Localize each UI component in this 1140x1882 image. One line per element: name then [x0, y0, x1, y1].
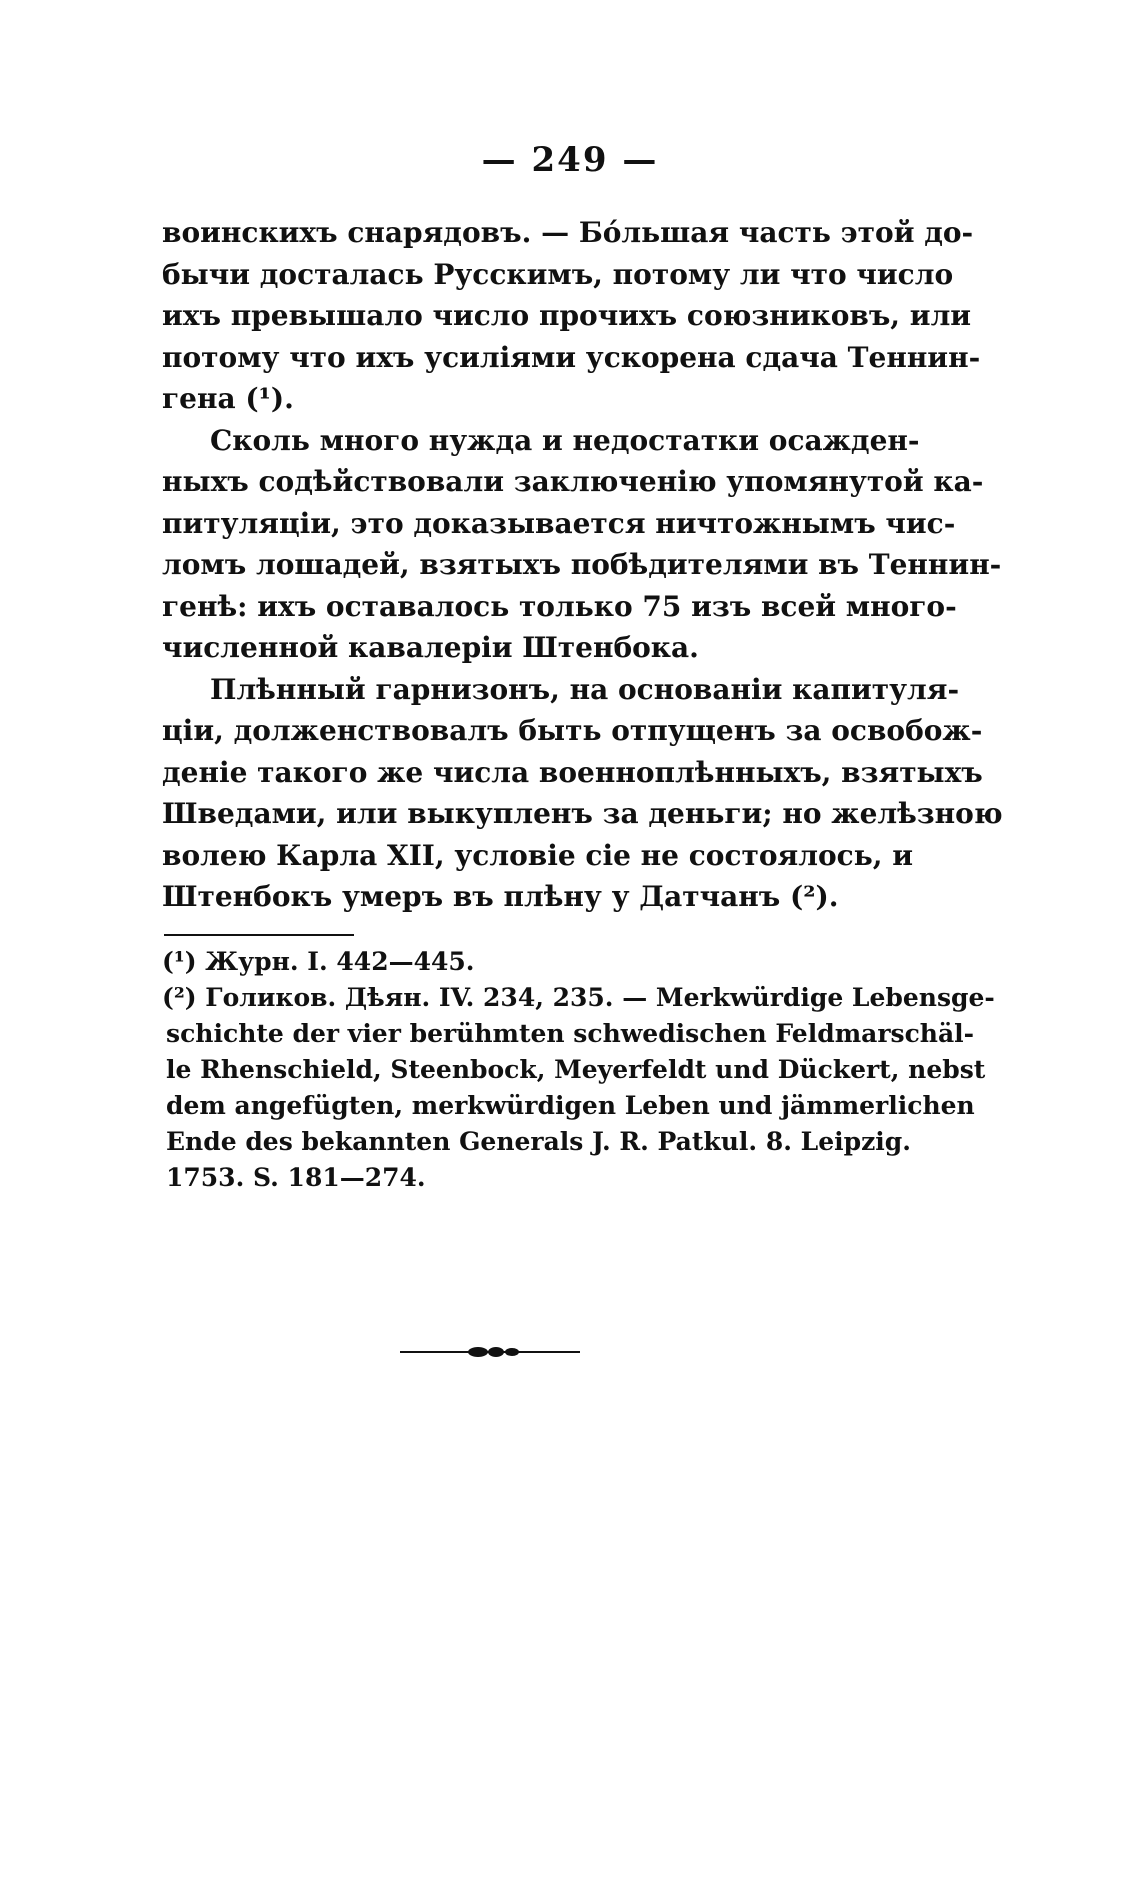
- footnote-line: (¹) Журн. I. 442—445.: [162, 947, 475, 976]
- body-line: Сколь много нужда и недостатки осажден-: [210, 423, 920, 457]
- body-line: ломъ лошадей, взятыхъ побѣдителями въ Теннин-: [162, 548, 1002, 581]
- footnote-line: le Rhenschield, Steenbock, Meyerfeldt und Dückert, nebst: [166, 1055, 986, 1084]
- body-line: деніе такого же числа военноплѣнныхъ, взятыхъ: [162, 755, 983, 789]
- footnote-line: 1753. S. 181—274.: [166, 1163, 426, 1192]
- body-line: ціи, долженствовалъ быть отпущенъ за освобож-: [162, 714, 983, 747]
- body-line: потому что ихъ усиліями ускорена сдача Теннин-: [162, 340, 981, 374]
- footnote-line: dem angefügten, merkwürdigen Leben und jämmerlichen: [166, 1091, 975, 1120]
- body-line: бычи досталась Русскимъ, потому ли что число: [162, 257, 954, 291]
- end-ornament-icon: [400, 1342, 580, 1362]
- footnote-line: Ende des bekannten Generals J. R. Patkul. 8. Leipzig.: [166, 1127, 911, 1156]
- footnote-rule: [164, 934, 354, 936]
- footnote-line: schichte der vier berühmten schwedischen Feldmarschäl-: [166, 1019, 975, 1048]
- body-line: ихъ превышало число прочихъ союзниковъ, или: [162, 299, 972, 332]
- body-text: [162, 212, 1003, 918]
- body-line: Шведами, или выкупленъ за деньги; но желѣзною: [162, 797, 1003, 830]
- body-line: питуляціи, это доказывается ничтожнымъ чис-: [162, 506, 956, 540]
- footnotes: [162, 944, 995, 1196]
- footnote-line: (²) Голиков. Дѣян. IV. 234, 235. — Merkwürdige Lebensge-: [162, 983, 995, 1012]
- body-line: гена (¹).: [162, 382, 294, 415]
- body-line: Плѣнный гарнизонъ, на основаніи капитуля-: [210, 672, 960, 706]
- body-line: ныхъ содѣйствовали заключенію упомянутой ка-: [162, 465, 984, 498]
- body-line: Штенбокъ умеръ въ плѣну у Датчанъ (²).: [162, 880, 839, 913]
- body-line: генѣ: ихъ оставалось только 75 изъ всей много-: [162, 589, 957, 623]
- page-number: — 249 —: [481, 140, 659, 180]
- body-line: волею Карла XII, условіе сіе не состоялось, и: [162, 838, 913, 872]
- body-line: воинскихъ снарядовъ. — Бóльшая часть этой до-: [162, 216, 974, 249]
- body-line: численной кавалеріи Штенбока.: [162, 631, 699, 664]
